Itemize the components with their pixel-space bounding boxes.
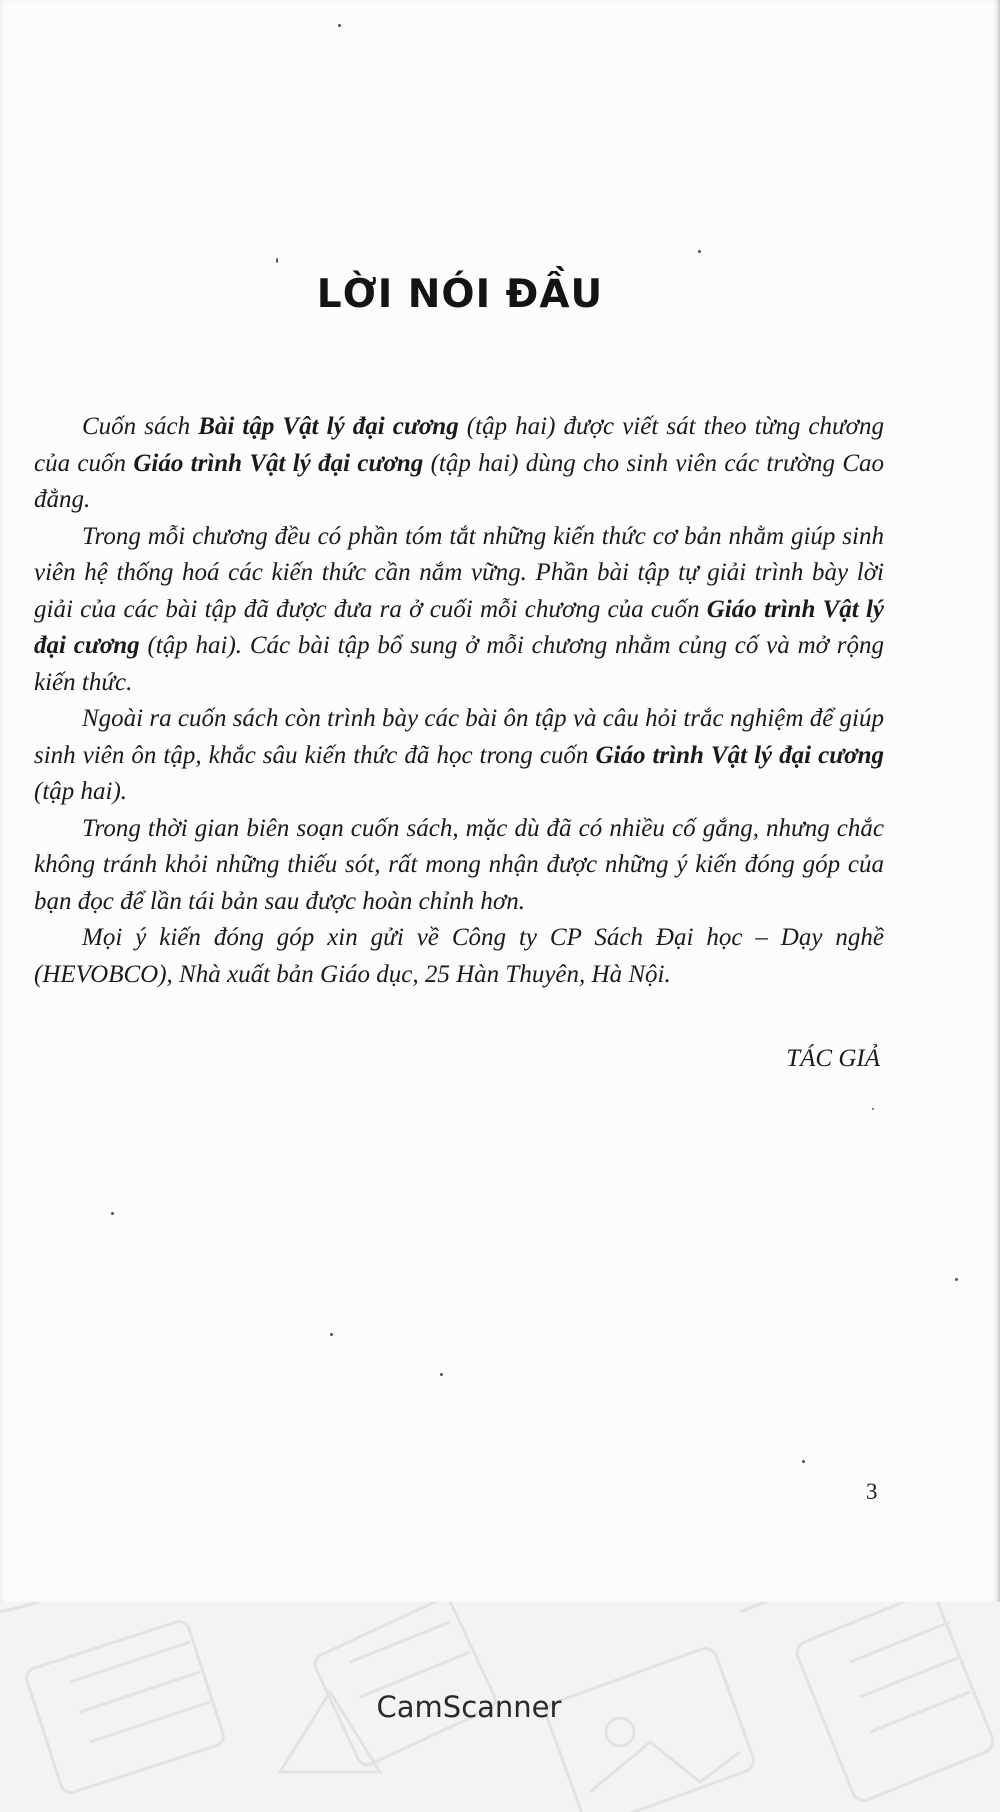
- text-run: (tập hai).: [34, 778, 128, 805]
- text-run: (tập hai) được viết sát theo từng chương của cuốn: [34, 413, 885, 477]
- preface-paragraph: [34, 811, 884, 921]
- page-number: 3: [866, 1479, 878, 1504]
- text-run: (tập hai) dùng cho sinh viên các trường Cao đẳng.: [34, 449, 884, 513]
- book-title-bold: Bài tập Vật lý đại cương: [198, 413, 459, 440]
- scanner-watermark-footer: [0, 1602, 1000, 1812]
- text-run: Trong mỗi chương đều có phần tóm tắt những kiến thức cơ bản nhằm giúp sinh viên hệ thống hoá các kiến thức cần nắm vững. Phần bài tập tự giải trình bày lời giải của các bài tập đã được đưa ra ở cuối mỗi chương của cuốn: [34, 522, 884, 623]
- scan-speck: [276, 258, 278, 263]
- text-run: Ngoài ra cuốn sách còn trình bày các bài ôn tập và câu hỏi trắc nghiệm để giúp sinh viên ôn tập, khắc sâu kiến thức đã học trong cuốn: [34, 705, 884, 769]
- preface-paragraph: [34, 701, 884, 811]
- scan-speck: [872, 1108, 874, 1110]
- text-run: (tập hai). Các bài tập bổ sung ở mỗi chương nhằm củng cố và mở rộng kiến thức.: [34, 632, 884, 696]
- text-run: Mọi ý kiến đóng góp xin gửi về Công ty CP Sách Đại học – Dạy nghề (HEVOBCO), Nhà xuất bản Giáo dục, 25 Hàn Thuyên, Hà Nội.: [34, 924, 884, 988]
- text-run: Trong thời gian biên soạn cuốn sách, mặc dù đã có nhiều cố gắng, nhưng chắc không tránh khỏi những thiếu sót, rất mong nhận được những ý kiến đóng góp của bạn đọc để lần tái bản sau được hoàn chỉnh hơn.: [34, 814, 884, 915]
- book-title-bold: Giáo trình Vật lý đại cương: [133, 449, 424, 477]
- preface-body: [34, 409, 884, 993]
- scan-speck: [330, 1333, 333, 1336]
- scan-speck: [338, 24, 341, 27]
- page-title: LỜI NÓI ĐẦU: [316, 272, 604, 317]
- scan-speck: [955, 1278, 958, 1281]
- preface-paragraph: [34, 409, 884, 519]
- scan-speck: [802, 1460, 805, 1463]
- scan-speck: [698, 250, 701, 253]
- camscanner-brand: CamScanner: [376, 1690, 562, 1724]
- book-title-bold: Giáo trình Vật lý đại cương: [34, 595, 884, 659]
- scan-speck: [440, 1373, 443, 1376]
- text-run: Cuốn sách: [82, 413, 199, 440]
- scan-speck: [111, 1212, 114, 1215]
- preface-paragraph: [34, 519, 884, 702]
- book-title-bold: Giáo trình Vật lý đại cương: [595, 741, 884, 769]
- author-signature: TÁC GIẢ: [786, 1045, 880, 1072]
- preface-paragraph: [34, 920, 884, 993]
